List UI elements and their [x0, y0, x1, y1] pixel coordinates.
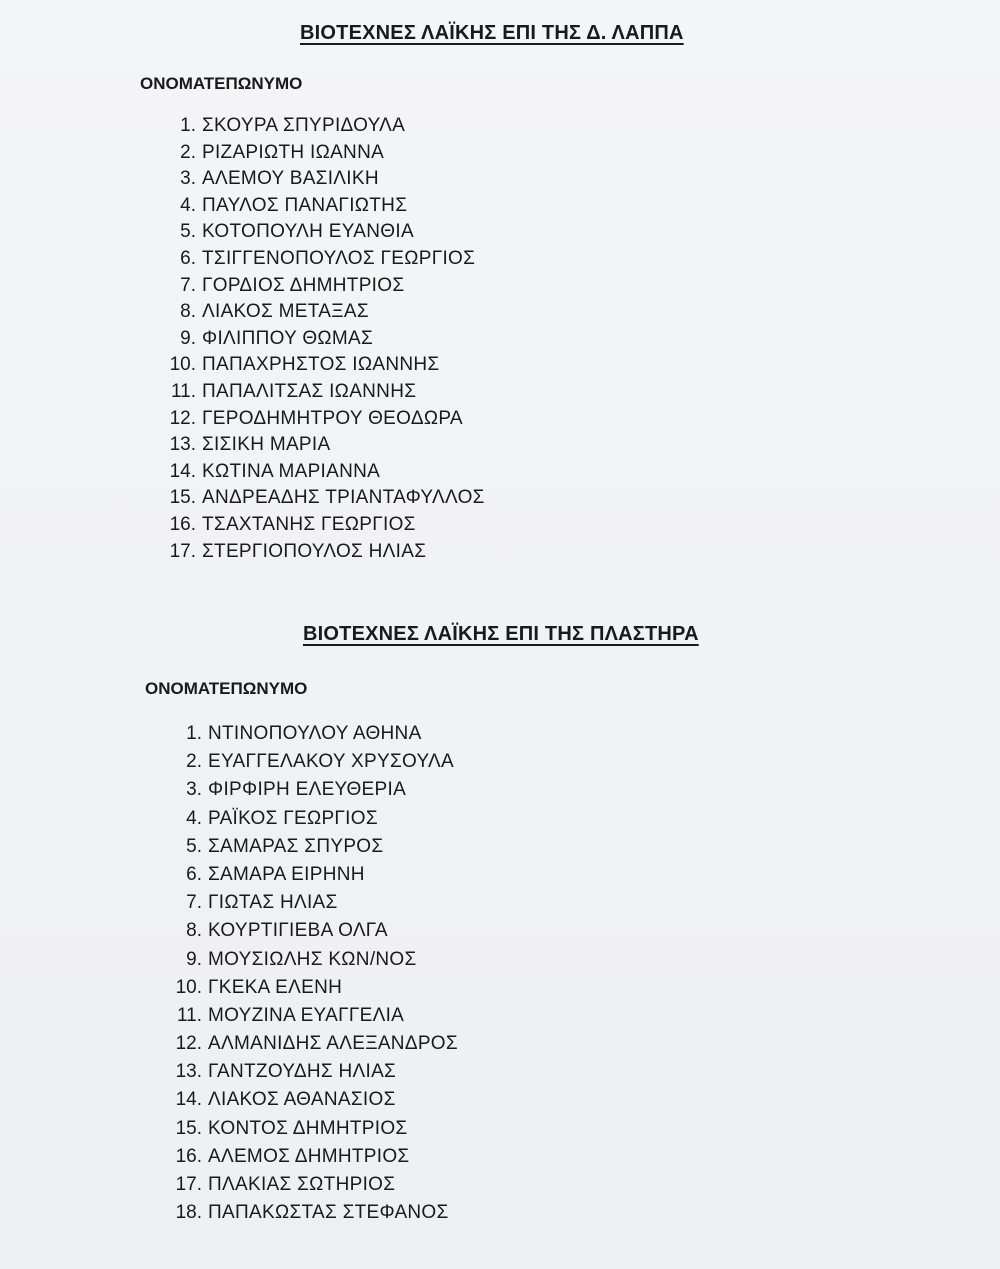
item-number: 1.	[180, 115, 196, 136]
section-title: ΒΙΟΤΕΧΝΕΣ ΛΑΪΚΗΣ ΕΠΙ ΤΗΣ ΠΛΑΣΤΗΡΑ	[303, 623, 699, 645]
person-name: ΚΩΤΙΝΑ ΜΑΡΙΑΝΝΑ	[202, 460, 381, 482]
person-name: ΑΛΕΜΟΥ ΒΑΣΙΛΙΚΗ	[202, 168, 379, 190]
person-name: ΕΥΑΓΓΕΛΑΚΟΥ ΧΡΥΣΟΥΛΑ	[208, 751, 454, 773]
person-name: ΚΟΤΟΠΟΥΛΗ ΕΥΑΝΘΙΑ	[202, 221, 414, 243]
person-name: ΣΙΣΙΚΗ ΜΑΡΙΑ	[202, 434, 331, 456]
item-number: 10.	[175, 976, 202, 998]
person-name: ΓΕΡΟΔΗΜΗΤΡΟΥ ΘΕΟΔΩΡΑ	[202, 407, 463, 429]
item-number: 3.	[180, 168, 196, 190]
item-number: 18.	[175, 1202, 202, 1224]
item-number: 14.	[175, 1089, 202, 1111]
item-number: 15.	[169, 487, 196, 509]
list-item	[170, 748, 458, 776]
list-item	[164, 512, 485, 539]
list-item	[170, 917, 458, 945]
column-header: ΟΝΟΜΑΤΕΠΩΝΥΜΟ	[145, 679, 308, 698]
person-name: ΡΑΪΚΟΣ ΓΕΩΡΓΙΟΣ	[208, 807, 378, 829]
person-name: ΝΤΙΝΟΠΟΥΛΟΥ ΑΘΗΝΑ	[208, 723, 422, 744]
person-name: ΛΙΑΚΟΣ ΑΘΑΝΑΣΙΟΣ	[208, 1089, 396, 1111]
item-number: 9.	[180, 327, 196, 349]
list-item	[170, 776, 458, 804]
list-item	[170, 1086, 458, 1114]
list-item	[170, 1199, 458, 1227]
item-number: 11.	[170, 380, 196, 402]
person-name: ΦΙΛΙΠΠΟΥ ΘΩΜΑΣ	[202, 327, 374, 349]
list-item	[164, 539, 485, 566]
person-name: ΚΟΥΡΤΙΓΙΕΒΑ ΟΛΓΑ	[208, 920, 388, 942]
item-number: 16.	[175, 1145, 202, 1167]
item-number: 13.	[175, 1061, 202, 1083]
person-name: ΜΟΥΣΙΩΛΗΣ ΚΩΝ/ΝΟΣ	[208, 948, 417, 970]
list-item	[170, 889, 458, 917]
item-number: 9.	[186, 948, 202, 970]
person-name: ΠΛΑΚΙΑΣ ΣΩΤΗΡΙΟΣ	[208, 1174, 396, 1195]
list-item	[164, 432, 485, 459]
person-name: ΠΑΥΛΟΣ ΠΑΝΑΓΙΩΤΗΣ	[202, 194, 408, 216]
list-item	[170, 833, 458, 861]
list-item	[164, 326, 485, 353]
list-item	[170, 946, 458, 974]
column-header: ΟΝΟΜΑΤΕΠΩΝΥΜΟ	[140, 74, 303, 93]
list-item	[164, 166, 485, 193]
list-item	[170, 974, 458, 1002]
item-number: 2.	[186, 751, 202, 773]
person-name: ΑΛΜΑΝΙΔΗΣ ΑΛΕΞΑΝΔΡΟΣ	[208, 1033, 458, 1055]
item-number: 3.	[186, 779, 202, 801]
list-item	[170, 1058, 458, 1086]
item-number: 6.	[180, 247, 196, 269]
person-name: ΣΑΜΑΡΑΣ ΣΠΥΡΟΣ	[208, 835, 384, 857]
item-number: 11.	[176, 1004, 202, 1026]
list-item	[164, 379, 485, 406]
person-name: ΑΛΕΜΟΣ ΔΗΜΗΤΡΙΟΣ	[208, 1145, 410, 1167]
names-list	[164, 113, 485, 565]
person-name: ΣΤΕΡΓΙΟΠΟΥΛΟΣ ΗΛΙΑΣ	[202, 540, 427, 562]
item-number: 10.	[169, 354, 196, 376]
person-name: ΣΚΟΥΡΑ ΣΠΥΡΙΔΟΥΛΑ	[202, 115, 406, 136]
person-name: ΚΟΝΤΟΣ ΔΗΜΗΤΡΙΟΣ	[208, 1117, 408, 1139]
person-name: ΛΙΑΚΟΣ ΜΕΤΑΞΑΣ	[202, 301, 369, 323]
item-number: 1.	[186, 723, 202, 744]
section-title: ΒΙΟΤΕΧΝΕΣ ΛΑΪΚΗΣ ΕΠΙ ΤΗΣ Δ. ΛΑΠΠΑ	[300, 22, 684, 44]
item-number: 17.	[175, 1174, 202, 1195]
person-name: ΠΑΠΑΚΩΣΤΑΣ ΣΤΕΦΑΝΟΣ	[208, 1202, 449, 1224]
list-item	[164, 140, 485, 167]
person-name: ΜΟΥΖΙΝΑ ΕΥΑΓΓΕΛΙΑ	[208, 1004, 405, 1026]
person-name: ΓΟΡΔΙΟΣ ΔΗΜΗΤΡΙΟΣ	[202, 274, 405, 296]
list-item	[164, 485, 485, 512]
list-item	[170, 720, 458, 748]
list-item	[170, 805, 458, 833]
person-name: ΓΙΩΤΑΣ ΗΛΙΑΣ	[208, 892, 338, 914]
list-item	[164, 406, 485, 433]
person-name: ΣΑΜΑΡΑ ΕΙΡΗΝΗ	[208, 863, 365, 885]
list-item	[170, 1002, 458, 1030]
list-item	[164, 246, 485, 273]
person-name: ΡΙΖΑΡΙΩΤΗ ΙΩΑΝΝΑ	[202, 141, 385, 163]
item-number: 17.	[169, 540, 196, 562]
list-item	[164, 193, 485, 220]
item-number: 16.	[169, 513, 196, 535]
person-name: ΤΣΙΓΓΕΝΟΠΟΥΛΟΣ ΓΕΩΡΓΙΟΣ	[202, 247, 476, 269]
item-number: 6.	[186, 863, 202, 885]
list-item	[170, 1030, 458, 1058]
list-item	[170, 861, 458, 889]
item-number: 13.	[169, 434, 196, 456]
person-name: ΦΙΡΦΙΡΗ ΕΛΕΥΘΕΡΙΑ	[208, 779, 407, 801]
item-number: 14.	[169, 460, 196, 482]
item-number: 5.	[180, 221, 196, 243]
person-name: ΑΝΔΡΕΑΔΗΣ ΤΡΙΑΝΤΑΦΥΛΛΟΣ	[202, 487, 485, 509]
item-number: 8.	[180, 301, 196, 323]
list-item	[164, 219, 485, 246]
item-number: 15.	[175, 1117, 202, 1139]
item-number: 7.	[186, 892, 202, 914]
item-number: 12.	[175, 1033, 202, 1055]
item-number: 12.	[169, 407, 196, 429]
item-number: 4.	[180, 194, 196, 216]
person-name: ΠΑΠΑΧΡΗΣΤΟΣ ΙΩΑΝΝΗΣ	[202, 354, 440, 376]
list-item	[164, 273, 485, 300]
list-item	[164, 299, 485, 326]
person-name: ΤΣΑΧΤΑΝΗΣ ΓΕΩΡΓΙΟΣ	[202, 513, 416, 535]
item-number: 8.	[186, 920, 202, 942]
list-item	[170, 1143, 458, 1171]
list-item	[164, 459, 485, 486]
list-item	[164, 352, 485, 379]
list-item	[164, 113, 485, 140]
item-number: 2.	[180, 141, 196, 163]
list-item	[170, 1171, 458, 1199]
item-number: 7.	[180, 274, 196, 296]
person-name: ΓΚΕΚΑ ΕΛΕΝΗ	[208, 976, 343, 998]
item-number: 5.	[186, 835, 202, 857]
list-item	[170, 1115, 458, 1143]
names-list	[170, 720, 458, 1227]
item-number: 4.	[186, 807, 202, 829]
person-name: ΠΑΠΑΛΙΤΣΑΣ ΙΩΑΝΝΗΣ	[202, 380, 417, 402]
person-name: ΓΑΝΤΖΟΥΔΗΣ ΗΛΙΑΣ	[208, 1061, 397, 1083]
